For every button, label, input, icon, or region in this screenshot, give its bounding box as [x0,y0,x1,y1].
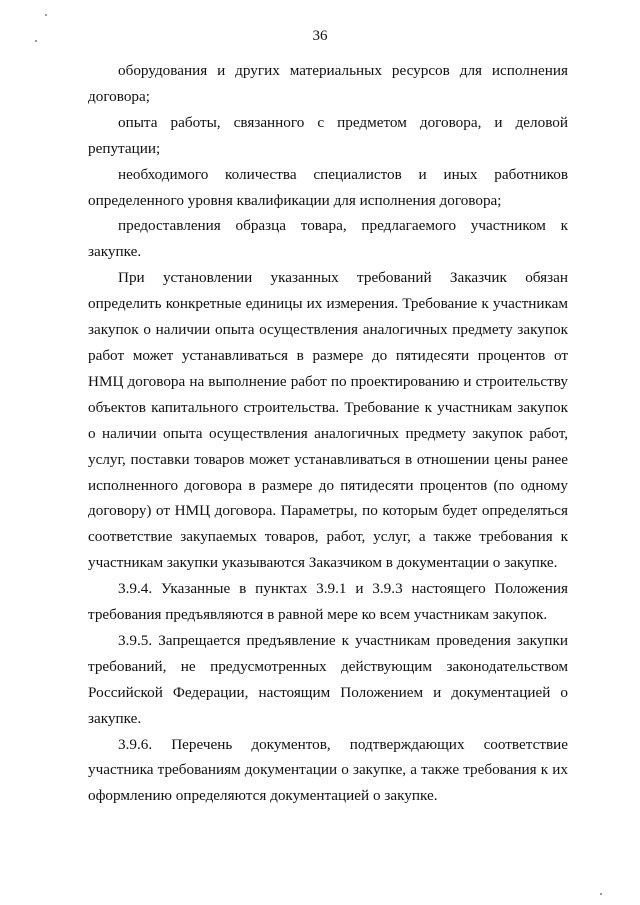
paragraph-product-sample: предоставления образца товара, предлагаемого участником к закупке. [88,217,568,261]
paragraph-specialists: необходимого количества специалистов и иных работников определенного уровня квалификации для исполнения договора; [88,165,568,209]
paragraph-equipment: оборудования и других материальных ресурсов для исполнения договора; [88,62,568,105]
paragraph-3-9-5: 3.9.5. Запрещается предъявление к участникам проведения закупки требований, не предусмотренных действующим законодательством Российской Федерации, настоящим Положением и документацией о закупке. [88,631,568,727]
paragraph-3-9-4: 3.9.4. Указанные в пунктах 3.9.1 и 3.9.3 настоящего Положения требования предъявляются в равной мере ко всем участникам закупок. [88,580,568,624]
paragraph-3-9-6: 3.9.6. Перечень документов, подтверждающих соответствие участника требованиям документации о закупке, а также требования к их оформлению определяются документацией о закупке. [88,735,568,805]
scan-speck-top-left [45,14,47,16]
scan-speck-left [35,40,37,42]
document-body [88,58,568,809]
paragraph-requirements-units: При установлении указанных требований Заказчик обязан определить конкретные единицы их измерения. Требование к участникам закупок о наличии опыта осуществления аналогичных предмету закупок работ может устанавливаться в размере до пятидесяти процентов от НМЦ договора на выполнение работ по проектированию и строительству объектов капитального строительства. Требование к участникам закупок о наличии опыта осуществления аналогичных предмету закупок работ, услуг, поставки товаров может устанавливаться в отношении цены ранее исполненного договора в размере до пятидесяти процентов (по одному договору) от НМЦ договора. Параметры, по которым будет определяться соответствие закупаемых товаров, работ, услуг, а также требования к участникам закупки указываются Заказчиком в документации о закупке. [88,269,568,572]
scan-speck-bottom-right [600,893,602,895]
page-number: 36 [312,28,328,44]
paragraph-work-experience: опыта работы, связанного с предметом договора, и деловой репутации; [88,113,568,157]
